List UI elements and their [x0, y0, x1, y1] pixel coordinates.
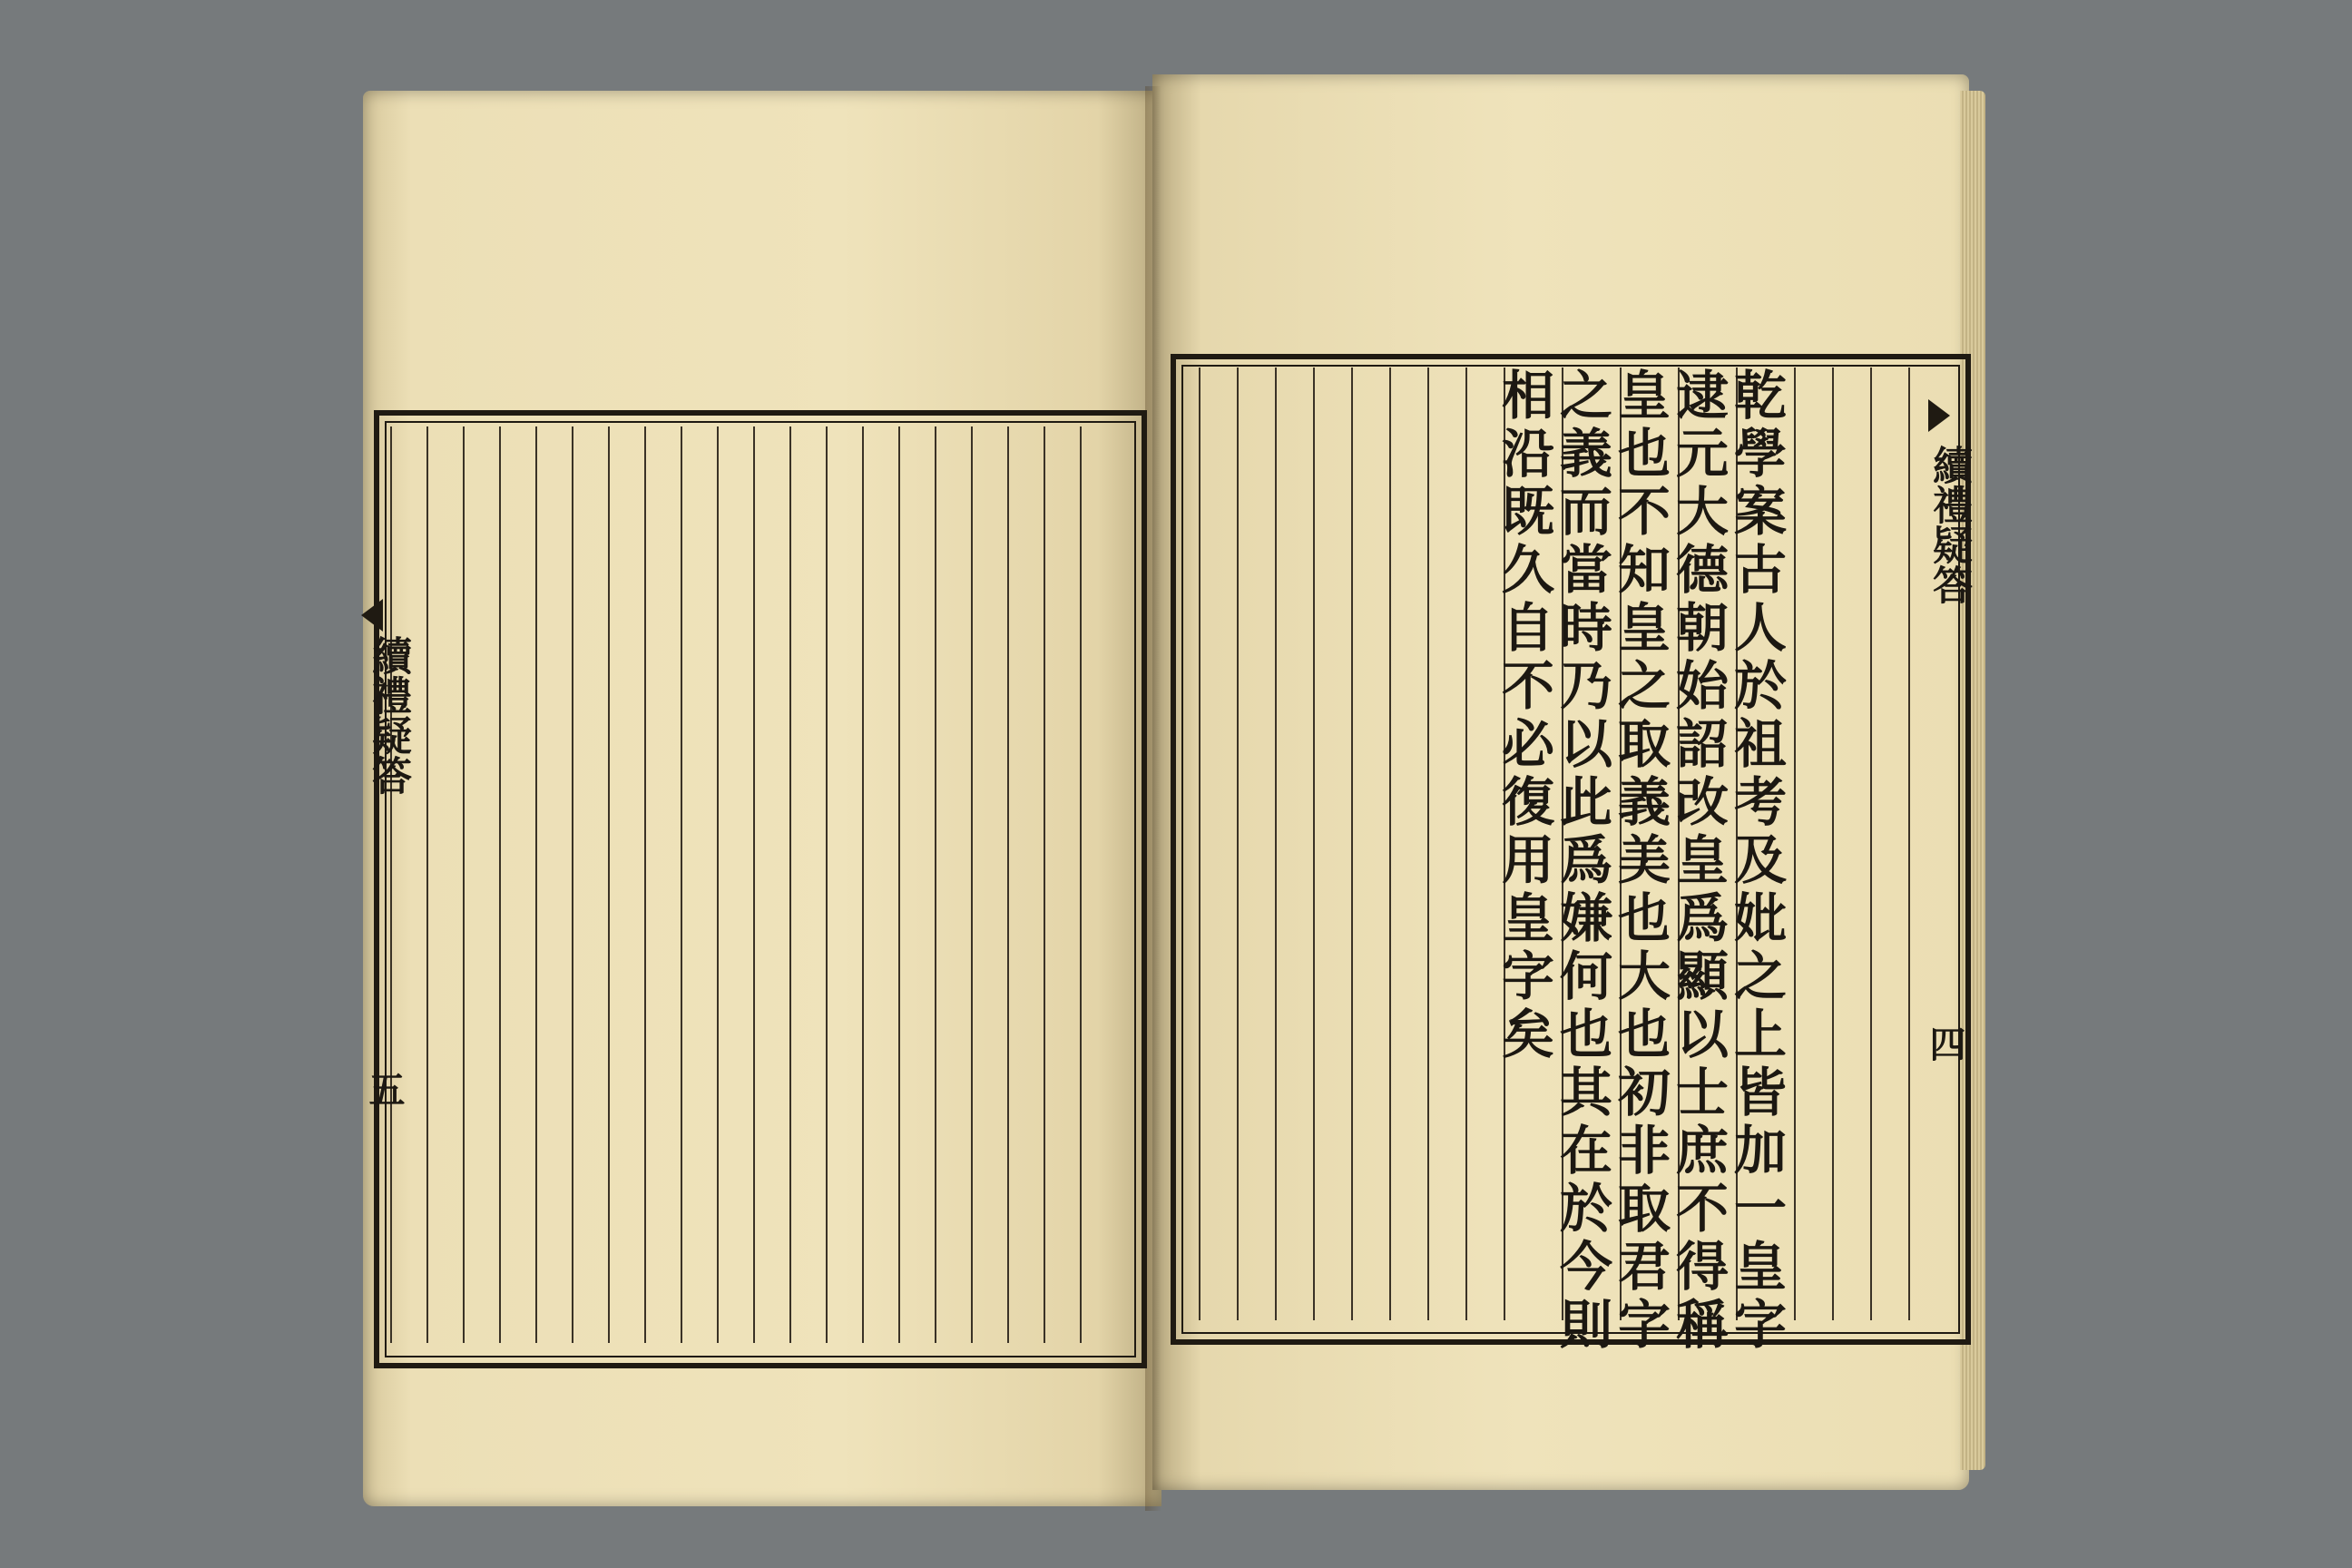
- text-column: [1199, 368, 1237, 1320]
- left-page-bleed-text: [390, 100, 1116, 408]
- text-column: [1007, 426, 1044, 1343]
- book-gutter: [1145, 86, 1172, 1511]
- left-page-columns: [390, 426, 1116, 1343]
- text-column: [898, 426, 935, 1343]
- text-column: [1832, 368, 1870, 1320]
- fishtail-mark: [361, 599, 383, 632]
- commentary-column: 之義而當時乃以此爲嫌何也其在於今則: [1562, 368, 1620, 1320]
- text-column: [1313, 368, 1351, 1320]
- text-column: [935, 426, 971, 1343]
- text-column: [535, 426, 572, 1343]
- text-column: [681, 426, 717, 1343]
- right-page-number: 四: [1924, 1025, 1966, 1062]
- text-column: [826, 426, 862, 1343]
- text-column: [463, 426, 499, 1343]
- text-column: [644, 426, 681, 1343]
- commentary-column: 皇也不知皇之取義美也大也初非取君字: [1620, 368, 1678, 1320]
- fishtail-mark: [1928, 399, 1950, 432]
- text-column: [1275, 368, 1313, 1320]
- text-column: [1080, 426, 1116, 1343]
- text-column: [971, 426, 1007, 1343]
- text-column: [1389, 368, 1427, 1320]
- commentary-column: 乾學案古人於祖考及妣之上皆加一皇字: [1736, 368, 1794, 1320]
- text-column: [1870, 368, 1908, 1320]
- text-column: [717, 426, 753, 1343]
- text-column: [1237, 368, 1275, 1320]
- text-column: [499, 426, 535, 1343]
- text-column: [572, 426, 608, 1343]
- text-column: [1794, 368, 1832, 1320]
- text-column: [753, 426, 789, 1343]
- text-column: [1427, 368, 1465, 1320]
- left-page-number: 五: [363, 1071, 406, 1107]
- left-margin-title: 續禮疑答: [365, 635, 411, 795]
- right-page-columns: [1184, 368, 1946, 1355]
- commentary-column: 相沿既久自不必復用皇字矣: [1504, 368, 1562, 1320]
- text-column: [390, 426, 426, 1343]
- text-column: [608, 426, 644, 1343]
- text-column: [862, 426, 898, 1343]
- text-column: [1044, 426, 1080, 1343]
- commentary-column: 逮元大德朝始詔改皇爲顯以士庶不得稱: [1678, 368, 1736, 1320]
- right-margin-title: 續禮疑答: [1926, 445, 1972, 604]
- text-column: [426, 426, 463, 1343]
- text-column: [789, 426, 826, 1343]
- text-column: [1351, 368, 1389, 1320]
